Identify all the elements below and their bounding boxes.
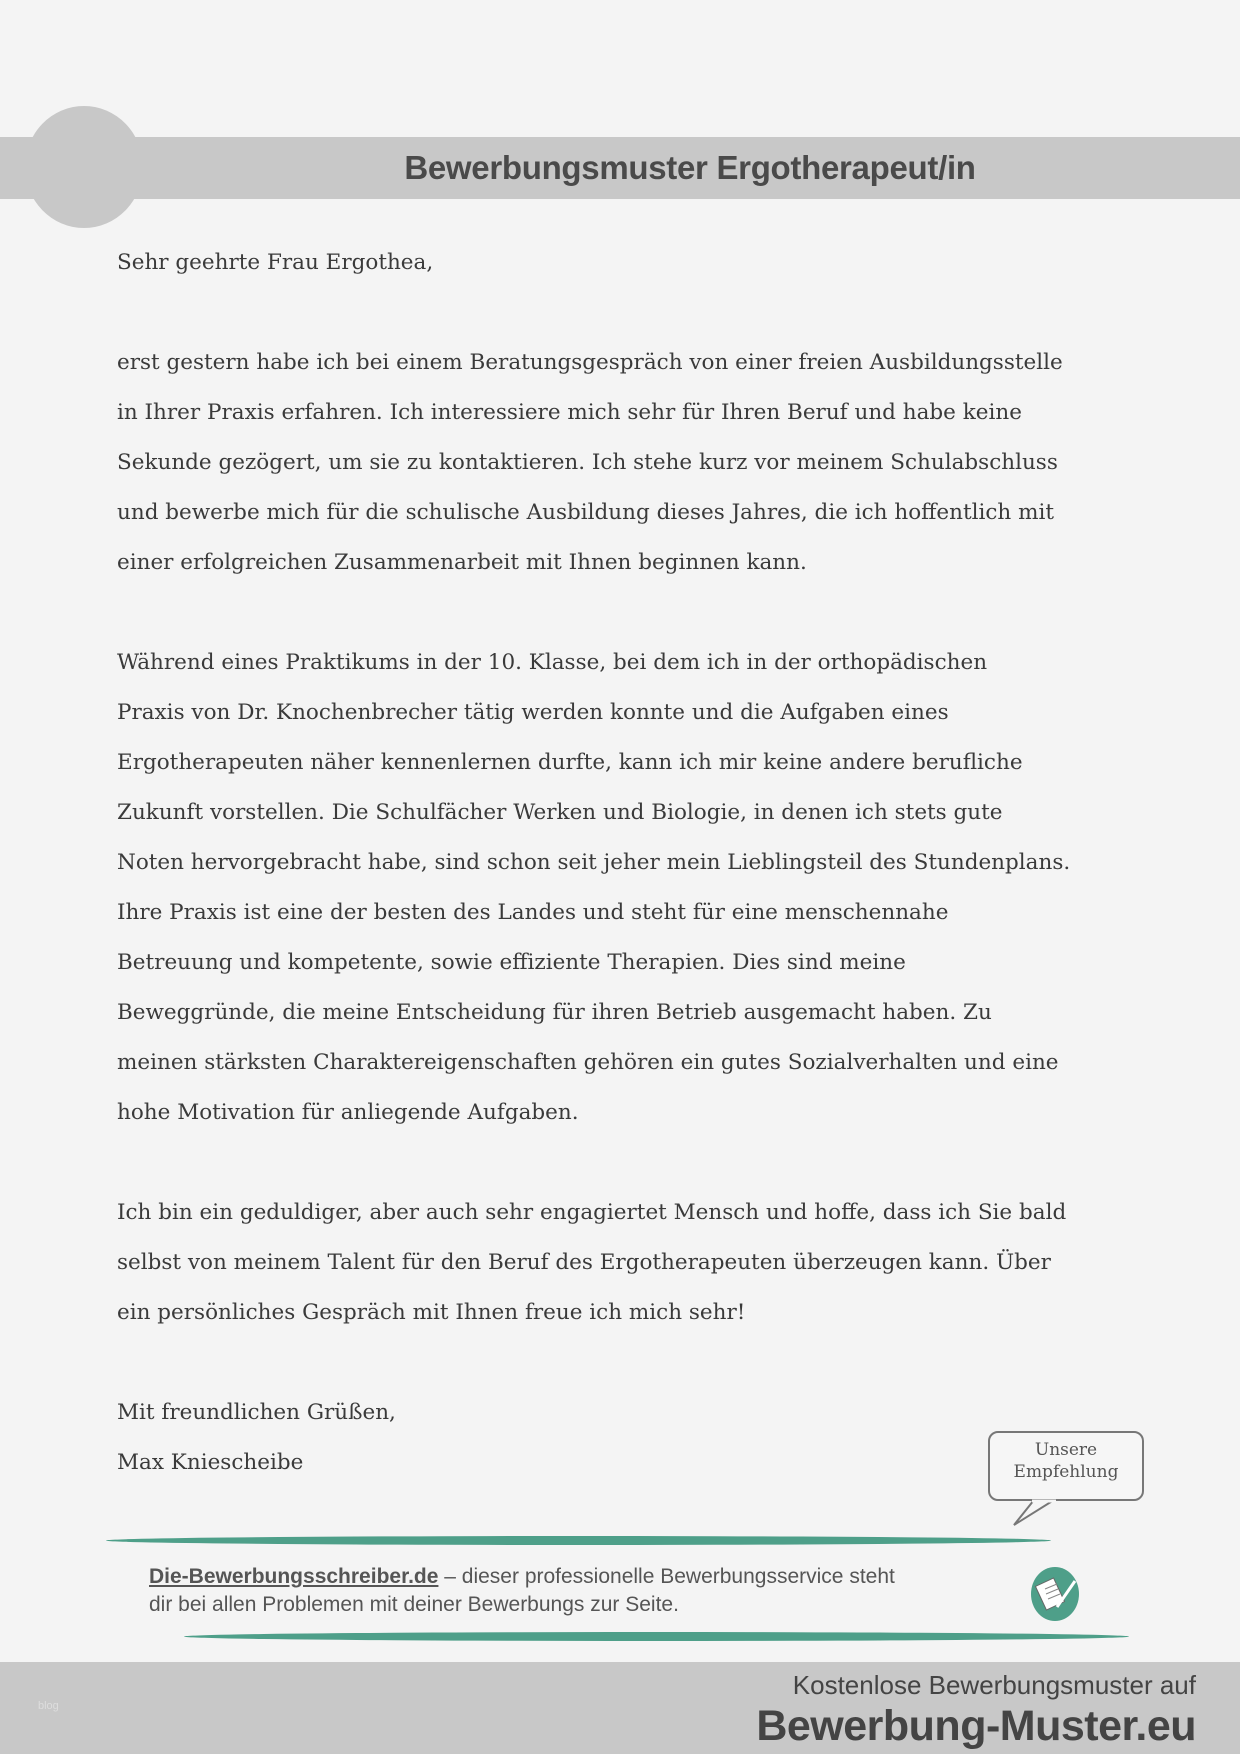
text-line: Noten hervorgebracht habe, sind schon seit jeher mein Lieblingsteil des Stundenplans. xyxy=(117,850,1071,875)
text-line: Ich bin ein geduldiger, aber auch sehr engagiertet Mensch und hoffe, dass ich Sie bald xyxy=(117,1200,1067,1225)
brush-stroke-bottom xyxy=(184,1632,1129,1641)
signature: Max Kniescheibe xyxy=(117,1450,304,1475)
text-line: Beweggründe, die meine Entscheidung für ihren Betrieb ausgemacht haben. Zu xyxy=(117,1000,992,1025)
promo-text xyxy=(149,1563,895,1619)
promo-line-1: – dieser professionelle Bewerbungsservice steht xyxy=(438,1565,895,1588)
text-line: hohe Motivation für anliegende Aufgaben. xyxy=(117,1100,579,1125)
footer-site-name[interactable]: Bewerbung-Muster.eu xyxy=(756,1702,1196,1750)
page-title: Bewerbungsmuster Ergotherapeut/in xyxy=(404,149,976,186)
promo-line-2: dir bei allen Problemen mit deiner Bewerbungs zur Seite. xyxy=(149,1593,679,1616)
speech-bubble-tail-icon xyxy=(1010,1499,1070,1527)
bewerbungsschreiber-link[interactable]: Die-Bewerbungsschreiber.de xyxy=(149,1565,439,1588)
text-line: ein persönliches Gespräch mit Ihnen freue ich mich sehr! xyxy=(117,1300,746,1325)
salutation: Sehr geehrte Frau Ergothea, xyxy=(117,250,434,275)
closing: Mit freundlichen Grüßen, xyxy=(117,1400,396,1425)
text-line: erst gestern habe ich bei einem Beratungsgespräch von einer freien Ausbildungsstelle xyxy=(117,350,1063,375)
text-line: und bewerbe mich für die schulische Ausbildung dieses Jahres, die ich hoffentlich mit xyxy=(117,500,1055,525)
text-line: Praxis von Dr. Knochenbrecher tätig werden konnte und die Aufgaben eines xyxy=(117,700,949,725)
brush-stroke-top xyxy=(106,1536,1051,1545)
footer-tagline: Kostenlose Bewerbungsmuster auf xyxy=(792,1670,1196,1700)
paragraph-2 xyxy=(117,638,1157,1138)
paragraph-3 xyxy=(117,1188,1157,1338)
bubble-line: Unsere xyxy=(1034,1440,1098,1460)
text-line: meinen stärksten Charaktereigenschaften gehören ein gutes Sozialverhalten und eine xyxy=(117,1050,1059,1075)
text-line: Ihre Praxis ist eine der besten des Landes und steht für eine menschennahe xyxy=(117,900,949,925)
text-line: Ergotherapeuten näher kennenlernen durfte, kann ich mir keine andere berufliche xyxy=(117,750,1023,775)
text-line: in Ihrer Praxis erfahren. Ich interessiere mich sehr für Ihren Beruf und habe keine xyxy=(117,400,1022,425)
text-line: Sekunde gezögert, um sie zu kontaktieren. Ich stehe kurz vor meinem Schulabschluss xyxy=(117,450,1058,475)
letter-body xyxy=(117,238,1157,1488)
text-line: einer erfolgreichen Zusammenarbeit mit Ihnen beginnen kann. xyxy=(117,550,807,575)
bubble-line: Empfehlung xyxy=(1013,1462,1119,1482)
recommendation-bubble xyxy=(988,1431,1144,1501)
document-pen-icon xyxy=(1031,1567,1079,1621)
text-line: selbst von meinem Talent für den Beruf des Ergotherapeuten überzeugen kann. Über xyxy=(117,1250,1051,1275)
text-line: Betreuung und kompetente, sowie effiziente Therapien. Dies sind meine xyxy=(117,950,906,975)
paragraph-1 xyxy=(117,338,1157,588)
watermark: blog xyxy=(38,1700,59,1712)
text-line: Während eines Praktikums in der 10. Klasse, bei dem ich in der orthopädischen xyxy=(117,650,988,675)
text-line: Zukunft vorstellen. Die Schulfächer Werken und Biologie, in denen ich stets gute xyxy=(117,800,1003,825)
